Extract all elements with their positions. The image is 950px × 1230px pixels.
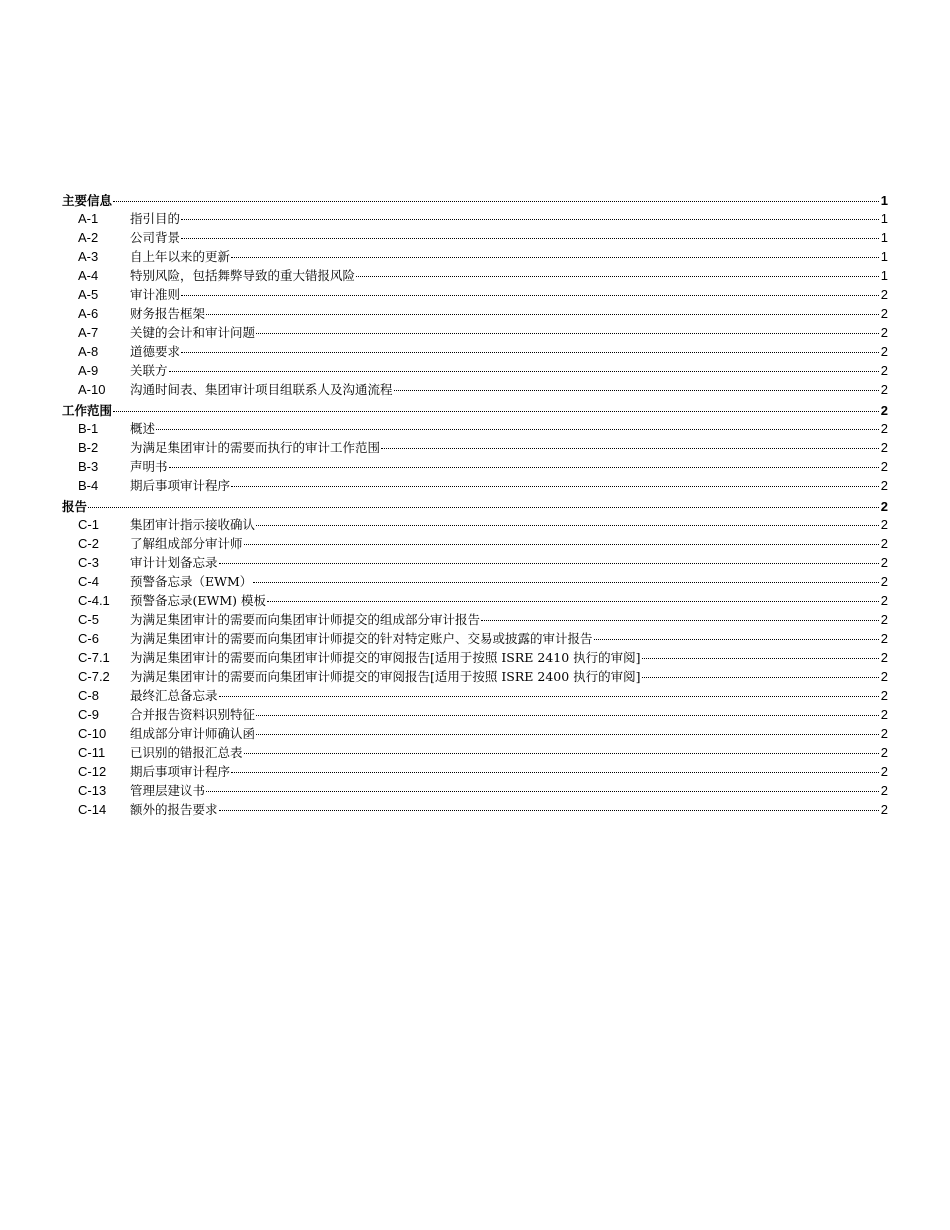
toc-entry[interactable] (62, 762, 888, 781)
toc-entry-title: 期后事项审计程序 (130, 478, 231, 493)
toc-entry-title: 特别风险，包括舞弊导致的重大错报风险 (130, 268, 356, 283)
toc-entry-code: C-13 (78, 783, 107, 798)
toc-entry[interactable] (62, 610, 888, 629)
toc-entry[interactable] (62, 705, 888, 724)
toc-leader-dots (206, 790, 879, 792)
toc-section-title: 报告 (62, 499, 88, 514)
toc-page-number: 2 (880, 555, 888, 570)
toc-leader-dots (206, 313, 879, 315)
toc-entry[interactable] (62, 285, 888, 304)
toc-entry[interactable] (62, 419, 888, 438)
toc-page-number: 2 (880, 650, 888, 665)
toc-leader-dots (219, 562, 879, 564)
toc-leader-dots (169, 466, 879, 468)
toc-entry-code: A-1 (78, 211, 99, 226)
toc-entry-title: 财务报告框架 (130, 306, 206, 321)
toc-section-heading[interactable] (62, 402, 888, 419)
toc-entry[interactable] (62, 572, 888, 591)
toc-page-number: 2 (880, 517, 888, 532)
toc-entry-title: 为满足集团审计的需要而向集团审计师提交的审阅报告[适用于按照 ISRE 2400 执行的审阅] (130, 669, 641, 684)
toc-leader-dots (256, 332, 879, 334)
toc-leader-dots (256, 733, 879, 735)
toc-leader-dots (394, 389, 879, 391)
toc-page-number: 2 (880, 421, 888, 436)
toc-section-heading[interactable] (62, 498, 888, 515)
toc-entry-title: 为满足集团审计的需要而向集团审计师提交的组成部分审计报告 (130, 612, 481, 627)
toc-page-number: 2 (880, 536, 888, 551)
toc-leader-dots (256, 714, 879, 716)
table-of-contents (62, 192, 888, 819)
toc-entry-code: B-1 (78, 421, 99, 436)
toc-entry-code: C-8 (78, 688, 99, 703)
toc-page-number: 2 (880, 631, 888, 646)
toc-entry-code: C-4 (78, 574, 99, 589)
toc-leader-dots (231, 485, 879, 487)
toc-entry-title: 集团审计指示接收确认 (130, 517, 256, 532)
toc-section-heading[interactable] (62, 192, 888, 209)
toc-entry-code: C-2 (78, 536, 99, 551)
toc-leader-dots (256, 524, 879, 526)
toc-leader-dots (642, 676, 879, 678)
toc-entry-title: 组成部分审计师确认函 (130, 726, 256, 741)
toc-entry[interactable] (62, 457, 888, 476)
toc-leader-dots (253, 581, 879, 583)
toc-leader-dots (113, 200, 879, 202)
toc-entry[interactable] (62, 266, 888, 285)
toc-entry-title: 声明书 (130, 459, 168, 474)
toc-entry[interactable] (62, 591, 888, 610)
toc-page-number: 1 (880, 193, 888, 208)
toc-leader-dots (181, 351, 879, 353)
toc-page-number: 2 (880, 612, 888, 627)
toc-leader-dots (231, 256, 879, 258)
toc-entry-title: 预警备忘录(EWM) 模板 (130, 593, 266, 608)
toc-entry-code: A-10 (78, 382, 106, 397)
toc-entry[interactable] (62, 342, 888, 361)
toc-entry-title: 最终汇总备忘录 (130, 688, 218, 703)
toc-leader-dots (181, 294, 879, 296)
toc-entry-code: C-12 (78, 764, 107, 779)
toc-entry-code: A-2 (78, 230, 99, 245)
toc-entry[interactable] (62, 800, 888, 819)
toc-page-number: 2 (880, 306, 888, 321)
toc-entry[interactable] (62, 438, 888, 457)
toc-entry-code: B-2 (78, 440, 99, 455)
toc-entry-title: 关键的会计和审计问题 (130, 325, 256, 340)
toc-entry-code: A-6 (78, 306, 99, 321)
toc-page-number: 2 (880, 745, 888, 760)
toc-entry-code: A-4 (78, 268, 99, 283)
toc-leader-dots (113, 410, 879, 412)
toc-entry[interactable] (62, 304, 888, 323)
toc-entry[interactable] (62, 515, 888, 534)
toc-entry[interactable] (62, 361, 888, 380)
toc-page-number: 2 (880, 688, 888, 703)
toc-entry-code: C-1 (78, 517, 99, 532)
toc-page-number: 1 (880, 249, 888, 264)
toc-entry-title: 审计计划备忘录 (130, 555, 218, 570)
toc-entry-code: C-10 (78, 726, 107, 741)
toc-entry-title: 为满足集团审计的需要而向集团审计师提交的审阅报告[适用于按照 ISRE 2410 执行的审阅] (130, 650, 641, 665)
toc-entry-title: 自上年以来的更新 (130, 249, 231, 264)
toc-page-number: 1 (880, 230, 888, 245)
toc-entry[interactable] (62, 629, 888, 648)
toc-entry-title: 预警备忘录（EWM） (130, 574, 253, 589)
toc-leader-dots (88, 506, 879, 508)
toc-entry[interactable] (62, 553, 888, 572)
toc-entry-code: C-7.1 (78, 650, 110, 665)
toc-page-number: 2 (880, 593, 888, 608)
toc-leader-dots (181, 237, 879, 239)
toc-leader-dots (219, 695, 879, 697)
toc-entry-code: B-3 (78, 459, 99, 474)
toc-entry-code: C-6 (78, 631, 99, 646)
toc-entry-title: 管理层建议书 (130, 783, 206, 798)
toc-entry-code: A-8 (78, 344, 99, 359)
toc-section-title: 工作范围 (62, 403, 113, 418)
toc-leader-dots (594, 638, 879, 640)
toc-leader-dots (244, 543, 879, 545)
toc-entry[interactable] (62, 380, 888, 399)
toc-page-number: 2 (880, 382, 888, 397)
toc-entry[interactable] (62, 534, 888, 553)
toc-page-number: 2 (880, 707, 888, 722)
toc-page-number: 2 (880, 764, 888, 779)
toc-entry-title: 期后事项审计程序 (130, 764, 231, 779)
toc-leader-dots (219, 809, 879, 811)
toc-entry-title: 指引目的 (130, 211, 181, 226)
toc-leader-dots (381, 447, 879, 449)
toc-entry[interactable] (62, 476, 888, 495)
toc-entry[interactable] (62, 667, 888, 686)
toc-entry-code: C-3 (78, 555, 99, 570)
toc-entry-code: A-7 (78, 325, 99, 340)
toc-entry[interactable] (62, 743, 888, 762)
toc-entry[interactable] (62, 724, 888, 743)
toc-entry-code: C-14 (78, 802, 107, 817)
toc-page-number: 2 (880, 726, 888, 741)
toc-leader-dots (642, 657, 879, 659)
toc-entry[interactable] (62, 781, 888, 800)
toc-entry-title: 为满足集团审计的需要而执行的审计工作范围 (130, 440, 381, 455)
toc-entry-code: C-9 (78, 707, 99, 722)
toc-entry-code: C-7.2 (78, 669, 110, 684)
toc-leader-dots (231, 771, 879, 773)
toc-page-number: 2 (880, 363, 888, 378)
toc-entry[interactable] (62, 323, 888, 342)
toc-page-number: 2 (880, 403, 888, 418)
toc-entry-code: C-5 (78, 612, 99, 627)
toc-page-number: 2 (880, 574, 888, 589)
toc-entry-title: 关联方 (130, 363, 168, 378)
toc-page-number: 2 (880, 499, 888, 514)
toc-entry-code: A-9 (78, 363, 99, 378)
toc-entry[interactable] (62, 209, 888, 228)
toc-entry[interactable] (62, 648, 888, 667)
toc-page-number: 2 (880, 459, 888, 474)
toc-leader-dots (481, 619, 879, 621)
toc-entry-code: C-4.1 (78, 593, 110, 608)
toc-page-number: 1 (880, 268, 888, 283)
toc-leader-dots (267, 600, 879, 602)
toc-entry-title: 了解组成部分审计师 (130, 536, 243, 551)
toc-page-number: 2 (880, 287, 888, 302)
toc-entry-code: C-11 (78, 745, 106, 760)
toc-page-number: 2 (880, 478, 888, 493)
toc-entry[interactable] (62, 228, 888, 247)
toc-page-number: 2 (880, 344, 888, 359)
toc-leader-dots (181, 218, 879, 220)
toc-leader-dots (156, 428, 879, 430)
toc-entry-title: 概述 (130, 421, 156, 436)
toc-page-number: 1 (880, 211, 888, 226)
toc-section-title: 主要信息 (62, 193, 113, 208)
toc-entry-title: 合并报告资料识别特征 (130, 707, 256, 722)
toc-entry-code: B-4 (78, 478, 99, 493)
toc-entry-title: 审计准则 (130, 287, 181, 302)
toc-entry-title: 为满足集团审计的需要而向集团审计师提交的针对特定账户、交易或披露的审计报告 (130, 631, 593, 646)
toc-page-number: 2 (880, 325, 888, 340)
toc-leader-dots (244, 752, 879, 754)
toc-entry-title: 已识别的错报汇总表 (130, 745, 243, 760)
toc-page-number: 2 (880, 802, 888, 817)
toc-entry-title: 额外的报告要求 (130, 802, 218, 817)
toc-page-number: 2 (880, 783, 888, 798)
toc-entry[interactable] (62, 686, 888, 705)
toc-entry[interactable] (62, 247, 888, 266)
toc-entry-code: A-3 (78, 249, 99, 264)
toc-page-number: 2 (880, 669, 888, 684)
toc-leader-dots (169, 370, 879, 372)
toc-entry-code: A-5 (78, 287, 99, 302)
toc-entry-title: 公司背景 (130, 230, 181, 245)
toc-leader-dots (356, 275, 879, 277)
toc-entry-title: 沟通时间表、集团审计项目组联系人及沟通流程 (130, 382, 393, 397)
toc-entry-title: 道德要求 (130, 344, 181, 359)
toc-page-number: 2 (880, 440, 888, 455)
